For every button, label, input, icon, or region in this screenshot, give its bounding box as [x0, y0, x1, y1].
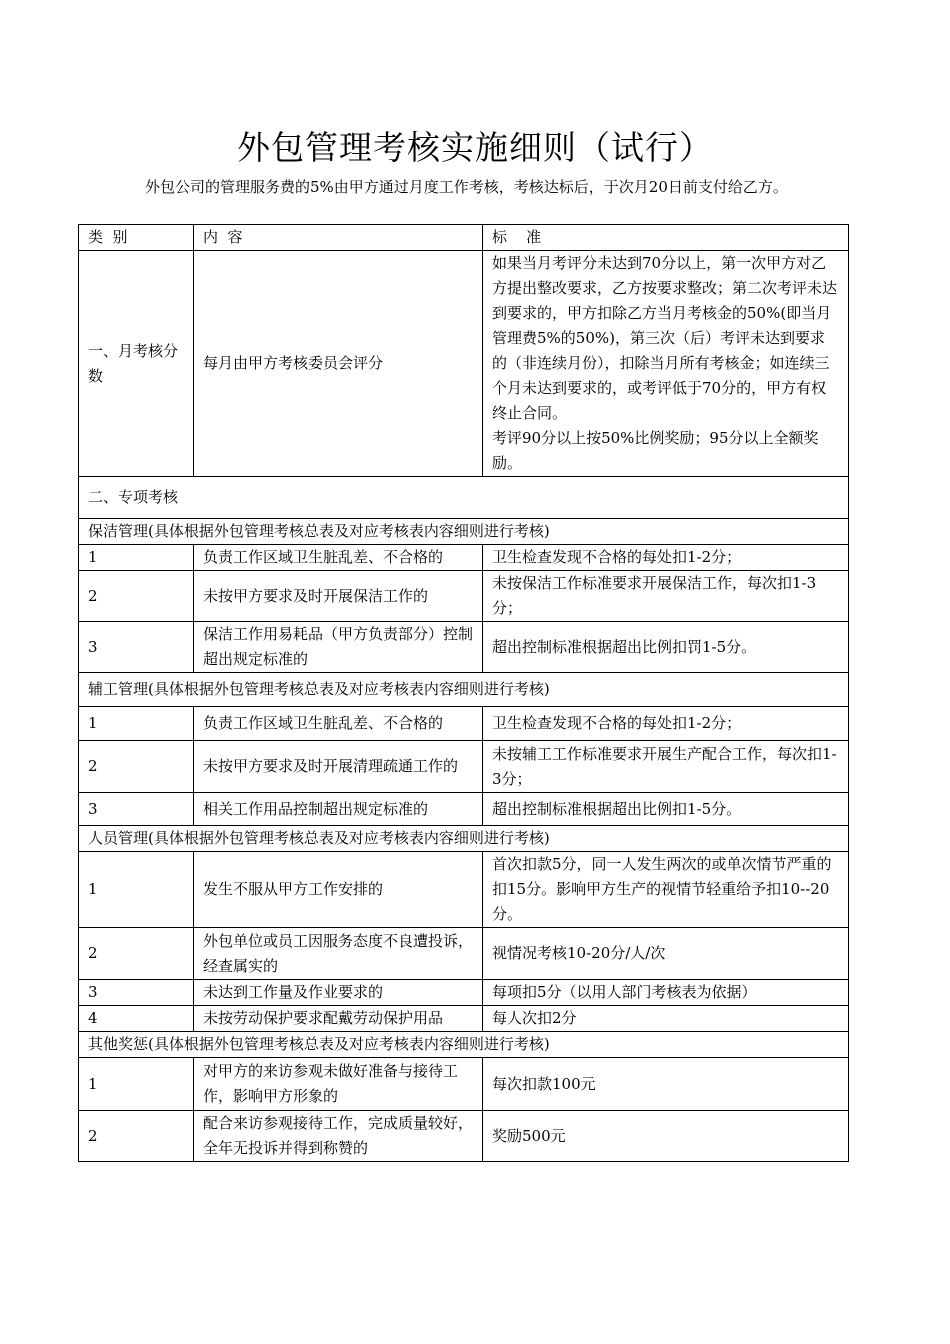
row-standard: 首次扣款5分，同一人发生两次的或单次情节严重的扣15分。影响甲方生产的视情节轻重给予扣10--20分。: [483, 852, 849, 928]
row-content: 对甲方的来访参观未做好准备与接待工作，影响甲方形象的: [194, 1058, 483, 1111]
row-content: 未按劳动保护要求配戴劳动保护用品: [194, 1006, 483, 1032]
row-content: 负责工作区域卫生脏乱差、不合格的: [194, 707, 483, 741]
row-number: 3: [79, 622, 194, 673]
row-number: 2: [79, 1111, 194, 1162]
row-number: 2: [79, 928, 194, 980]
table-row: [79, 1111, 849, 1162]
row-standard: 每人次扣2分: [483, 1006, 849, 1032]
intro-paragraph: 外包公司的管理服务费的5%由甲方通过月度工作考核，考核达标后，于次月20日前支付给乙方。: [145, 178, 788, 196]
table-row: [79, 571, 849, 622]
row-standard: 卫生检查发现不合格的每处扣1-2分；: [483, 545, 849, 571]
row-standard: 卫生检查发现不合格的每处扣1-2分；: [483, 707, 849, 741]
page-title: 外包管理考核实施细则（试行）: [237, 128, 713, 167]
row-content: 未达到工作量及作业要求的: [194, 980, 483, 1006]
table-row: [79, 928, 849, 980]
table-row: [79, 852, 849, 928]
monthly-standard-text: 如果当月考评分未达到70分以上，第一次甲方对乙方提出整改要求，乙方按要求整改；第二次考评未达到要求的，甲方扣除乙方当月考核金的50%(即当月管理费5%的50%)，第三次（后）考评未达到要求的（非连续月份），扣除当月所有考核金；如连续三个月未达到要求的，或考评低于70分的，甲方有权终止合同。: [492, 254, 838, 422]
monthly-row: [79, 251, 849, 477]
row-standard: 奖励500元: [483, 1111, 849, 1162]
header-standard: 标 准: [483, 225, 849, 251]
row-standard: 超出控制标准根据超出比例扣罚1-5分。: [483, 622, 849, 673]
row-number: 2: [79, 571, 194, 622]
table-row: [79, 741, 849, 793]
row-standard: 超出控制标准根据超出比例扣1-5分。: [483, 793, 849, 826]
row-standard: 未按保洁工作标准要求开展保洁工作，每次扣1-3分；: [483, 571, 849, 622]
section-title: 辅工管理(具体根据外包管理考核总表及对应考核表内容细则进行考核): [79, 673, 849, 707]
row-number: 3: [79, 793, 194, 826]
table-row: [79, 980, 849, 1006]
row-content: 未按甲方要求及时开展保洁工作的: [194, 571, 483, 622]
row-content: 外包单位或员工因服务态度不良遭投诉，经查属实的: [194, 928, 483, 980]
special-title-row: [79, 477, 849, 519]
table-row: [79, 1058, 849, 1111]
monthly-category: 一、月考核分数: [79, 251, 194, 477]
row-standard: 每项扣5分（以用人部门考核表为依据）: [483, 980, 849, 1006]
section-title: 其他奖惩(具体根据外包管理考核总表及对应考核表内容细则进行考核): [79, 1032, 849, 1058]
table-row: [79, 545, 849, 571]
header-content: 内 容: [194, 225, 483, 251]
row-number: 3: [79, 980, 194, 1006]
row-number: 4: [79, 1006, 194, 1032]
section-title: 保洁管理(具体根据外包管理考核总表及对应考核表内容细则进行考核): [79, 519, 849, 545]
row-standard: 未按辅工工作标准要求开展生产配合工作，每次扣1-3分；: [483, 741, 849, 793]
row-content: 配合来访参观接待工作，完成质量较好，全年无投诉并得到称赞的: [194, 1111, 483, 1162]
table-row: [79, 1006, 849, 1032]
table-header-row: [79, 225, 849, 251]
row-content: 相关工作用品控制超出规定标准的: [194, 793, 483, 826]
section-title: 人员管理(具体根据外包管理考核总表及对应考核表内容细则进行考核): [79, 826, 849, 852]
special-title: 二、专项考核: [79, 477, 849, 519]
section-title-row: [79, 1032, 849, 1058]
monthly-bonus-text: 考评90分以上按50%比例奖励；95分以上全额奖励。: [492, 429, 819, 472]
table-row: [79, 707, 849, 741]
row-standard: 视情况考核10-20分/人/次: [483, 928, 849, 980]
assessment-table: [78, 224, 849, 1162]
table-row: [79, 622, 849, 673]
row-content: 保洁工作用易耗品（甲方负责部分）控制超出规定标准的: [194, 622, 483, 673]
section-title-row: [79, 519, 849, 545]
table-row: [79, 793, 849, 826]
header-category: 类 别: [79, 225, 194, 251]
monthly-standard: [483, 251, 849, 477]
row-number: 1: [79, 852, 194, 928]
row-number: 1: [79, 1058, 194, 1111]
section-title-row: [79, 826, 849, 852]
row-number: 2: [79, 741, 194, 793]
row-content: 未按甲方要求及时开展清理疏通工作的: [194, 741, 483, 793]
row-content: 发生不服从甲方工作安排的: [194, 852, 483, 928]
row-number: 1: [79, 545, 194, 571]
monthly-content: 每月由甲方考核委员会评分: [194, 251, 483, 477]
row-number: 1: [79, 707, 194, 741]
row-content: 负责工作区域卫生脏乱差、不合格的: [194, 545, 483, 571]
row-standard: 每次扣款100元: [483, 1058, 849, 1111]
section-title-row: [79, 673, 849, 707]
